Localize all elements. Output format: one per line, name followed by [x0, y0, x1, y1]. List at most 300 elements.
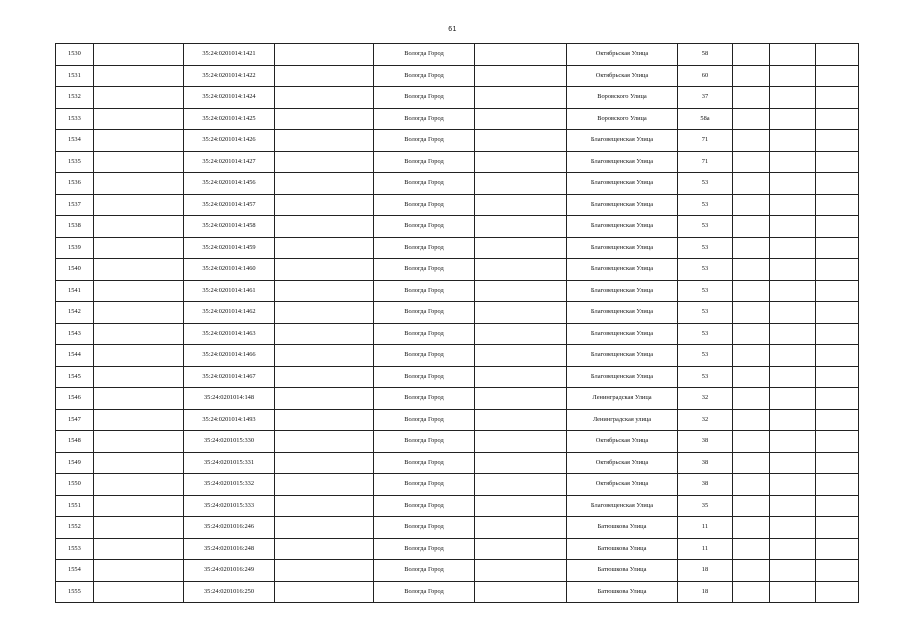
cadastral-number-cell: 35:24:0201014:1421	[184, 44, 275, 66]
house-number-cell: 60	[678, 65, 733, 87]
house-number-cell: 38	[678, 474, 733, 496]
table-row	[56, 108, 859, 130]
house-number-cell: 53	[678, 173, 733, 195]
col-4-cell	[275, 345, 374, 367]
col-11-cell	[816, 366, 859, 388]
cadastral-number-cell: 35:24:0201014:1427	[184, 151, 275, 173]
street-cell: Ленинградская улица	[567, 409, 678, 431]
col-2-cell	[94, 108, 184, 130]
row-number-cell: 1533	[56, 108, 94, 130]
house-number-cell: 37	[678, 87, 733, 109]
col-10-cell	[770, 538, 816, 560]
row-number-cell: 1547	[56, 409, 94, 431]
street-cell: Благовещенская Улица	[567, 302, 678, 324]
cadastral-number-cell: 35:24:0201015:330	[184, 431, 275, 453]
col-6-cell	[475, 431, 567, 453]
col-4-cell	[275, 538, 374, 560]
col-4-cell	[275, 151, 374, 173]
col-11-cell	[816, 452, 859, 474]
col-11-cell	[816, 108, 859, 130]
col-6-cell	[475, 237, 567, 259]
col-2-cell	[94, 302, 184, 324]
table-row	[56, 431, 859, 453]
street-cell: Благовещенская Улица	[567, 259, 678, 281]
col-10-cell	[770, 517, 816, 539]
table-row	[56, 173, 859, 195]
col-4-cell	[275, 237, 374, 259]
col-4-cell	[275, 87, 374, 109]
col-10-cell	[770, 216, 816, 238]
col-6-cell	[475, 65, 567, 87]
settlement-cell: Вологда Город	[374, 345, 475, 367]
row-number-cell: 1541	[56, 280, 94, 302]
col-9-cell	[733, 431, 770, 453]
row-number-cell: 1548	[56, 431, 94, 453]
house-number-cell: 58	[678, 44, 733, 66]
settlement-cell: Вологда Город	[374, 474, 475, 496]
col-9-cell	[733, 495, 770, 517]
col-9-cell	[733, 323, 770, 345]
row-number-cell: 1534	[56, 130, 94, 152]
street-cell: Ленинградская Улица	[567, 388, 678, 410]
col-4-cell	[275, 173, 374, 195]
house-number-cell: 53	[678, 194, 733, 216]
col-6-cell	[475, 517, 567, 539]
col-11-cell	[816, 65, 859, 87]
col-2-cell	[94, 474, 184, 496]
cadastral-number-cell: 35:24:0201014:1467	[184, 366, 275, 388]
col-4-cell	[275, 259, 374, 281]
house-number-cell: 53	[678, 216, 733, 238]
settlement-cell: Вологда Город	[374, 130, 475, 152]
col-11-cell	[816, 216, 859, 238]
col-2-cell	[94, 259, 184, 281]
col-11-cell	[816, 323, 859, 345]
col-10-cell	[770, 581, 816, 603]
col-4-cell	[275, 302, 374, 324]
col-6-cell	[475, 538, 567, 560]
table-row	[56, 366, 859, 388]
col-11-cell	[816, 237, 859, 259]
street-cell: Благовещенская Улица	[567, 366, 678, 388]
cadastral-number-cell: 35:24:0201014:1493	[184, 409, 275, 431]
table-row	[56, 130, 859, 152]
settlement-cell: Вологда Город	[374, 302, 475, 324]
col-11-cell	[816, 44, 859, 66]
col-9-cell	[733, 259, 770, 281]
col-2-cell	[94, 44, 184, 66]
col-9-cell	[733, 452, 770, 474]
house-number-cell: 53	[678, 280, 733, 302]
settlement-cell: Вологда Город	[374, 431, 475, 453]
cadastral-number-cell: 35:24:0201016:248	[184, 538, 275, 560]
house-number-cell: 11	[678, 538, 733, 560]
cadastral-number-cell: 35:24:0201015:331	[184, 452, 275, 474]
col-4-cell	[275, 474, 374, 496]
col-2-cell	[94, 237, 184, 259]
row-number-cell: 1549	[56, 452, 94, 474]
cadastral-number-cell: 35:24:0201015:332	[184, 474, 275, 496]
table-row	[56, 388, 859, 410]
col-6-cell	[475, 474, 567, 496]
settlement-cell: Вологда Город	[374, 87, 475, 109]
row-number-cell: 1537	[56, 194, 94, 216]
cadastral-number-cell: 35:24:0201014:1458	[184, 216, 275, 238]
table-row	[56, 65, 859, 87]
settlement-cell: Вологда Город	[374, 581, 475, 603]
col-9-cell	[733, 237, 770, 259]
house-number-cell: 53	[678, 345, 733, 367]
settlement-cell: Вологда Город	[374, 560, 475, 582]
col-10-cell	[770, 194, 816, 216]
col-10-cell	[770, 409, 816, 431]
row-number-cell: 1540	[56, 259, 94, 281]
col-6-cell	[475, 280, 567, 302]
settlement-cell: Вологда Город	[374, 517, 475, 539]
col-10-cell	[770, 345, 816, 367]
house-number-cell: 71	[678, 151, 733, 173]
col-11-cell	[816, 173, 859, 195]
row-number-cell: 1554	[56, 560, 94, 582]
table-row	[56, 194, 859, 216]
table-row	[56, 151, 859, 173]
col-2-cell	[94, 173, 184, 195]
street-cell: Батюшкова Улица	[567, 560, 678, 582]
col-2-cell	[94, 409, 184, 431]
col-10-cell	[770, 87, 816, 109]
col-2-cell	[94, 194, 184, 216]
col-11-cell	[816, 87, 859, 109]
col-10-cell	[770, 280, 816, 302]
table-row	[56, 409, 859, 431]
col-11-cell	[816, 560, 859, 582]
col-4-cell	[275, 130, 374, 152]
col-11-cell	[816, 495, 859, 517]
col-6-cell	[475, 560, 567, 582]
street-cell: Батюшкова Улица	[567, 581, 678, 603]
col-4-cell	[275, 280, 374, 302]
col-6-cell	[475, 452, 567, 474]
col-4-cell	[275, 388, 374, 410]
col-4-cell	[275, 216, 374, 238]
col-9-cell	[733, 581, 770, 603]
col-10-cell	[770, 323, 816, 345]
col-9-cell	[733, 44, 770, 66]
house-number-cell: 53	[678, 302, 733, 324]
row-number-cell: 1536	[56, 173, 94, 195]
row-number-cell: 1555	[56, 581, 94, 603]
table-row	[56, 345, 859, 367]
row-number-cell: 1544	[56, 345, 94, 367]
cadastral-number-cell: 35:24:0201014:1456	[184, 173, 275, 195]
col-6-cell	[475, 108, 567, 130]
house-number-cell: 32	[678, 409, 733, 431]
house-number-cell: 58а	[678, 108, 733, 130]
row-number-cell: 1542	[56, 302, 94, 324]
street-cell: Благовещенская Улица	[567, 173, 678, 195]
row-number-cell: 1545	[56, 366, 94, 388]
house-number-cell: 71	[678, 130, 733, 152]
col-11-cell	[816, 538, 859, 560]
col-2-cell	[94, 345, 184, 367]
col-2-cell	[94, 452, 184, 474]
col-9-cell	[733, 517, 770, 539]
settlement-cell: Вологда Город	[374, 259, 475, 281]
col-2-cell	[94, 323, 184, 345]
street-cell: Благовещенская Улица	[567, 194, 678, 216]
col-10-cell	[770, 130, 816, 152]
col-4-cell	[275, 431, 374, 453]
row-number-cell: 1553	[56, 538, 94, 560]
street-cell: Октябрьская Улица	[567, 65, 678, 87]
col-6-cell	[475, 366, 567, 388]
settlement-cell: Вологда Город	[374, 108, 475, 130]
street-cell: Батюшкова Улица	[567, 538, 678, 560]
street-cell: Благовещенская Улица	[567, 130, 678, 152]
street-cell: Октябрьская Улица	[567, 431, 678, 453]
col-4-cell	[275, 366, 374, 388]
street-cell: Октябрьская Улица	[567, 474, 678, 496]
row-number-cell: 1532	[56, 87, 94, 109]
settlement-cell: Вологда Город	[374, 194, 475, 216]
col-4-cell	[275, 44, 374, 66]
house-number-cell: 18	[678, 560, 733, 582]
street-cell: Воровского Улица	[567, 87, 678, 109]
cadastral-number-cell: 35:24:0201016:250	[184, 581, 275, 603]
cadastral-number-cell: 35:24:0201014:1422	[184, 65, 275, 87]
street-cell: Благовещенская Улица	[567, 345, 678, 367]
col-2-cell	[94, 65, 184, 87]
settlement-cell: Вологда Город	[374, 280, 475, 302]
settlement-cell: Вологда Город	[374, 216, 475, 238]
col-10-cell	[770, 560, 816, 582]
row-number-cell: 1546	[56, 388, 94, 410]
cadastral-number-cell: 35:24:0201016:246	[184, 517, 275, 539]
col-10-cell	[770, 431, 816, 453]
table-row	[56, 517, 859, 539]
col-4-cell	[275, 560, 374, 582]
house-number-cell: 53	[678, 237, 733, 259]
row-number-cell: 1539	[56, 237, 94, 259]
col-4-cell	[275, 452, 374, 474]
col-2-cell	[94, 431, 184, 453]
registry-table	[55, 43, 859, 603]
col-4-cell	[275, 581, 374, 603]
house-number-cell: 32	[678, 388, 733, 410]
row-number-cell: 1531	[56, 65, 94, 87]
settlement-cell: Вологда Город	[374, 388, 475, 410]
col-11-cell	[816, 581, 859, 603]
street-cell: Воровского Улица	[567, 108, 678, 130]
cadastral-number-cell: 35:24:0201014:1424	[184, 87, 275, 109]
page-number: 61	[448, 26, 457, 33]
col-10-cell	[770, 108, 816, 130]
col-2-cell	[94, 538, 184, 560]
table-row	[56, 44, 859, 66]
col-11-cell	[816, 388, 859, 410]
col-9-cell	[733, 87, 770, 109]
street-cell: Октябрьская Улица	[567, 44, 678, 66]
settlement-cell: Вологда Город	[374, 495, 475, 517]
col-2-cell	[94, 87, 184, 109]
col-10-cell	[770, 151, 816, 173]
col-2-cell	[94, 388, 184, 410]
registry-table-body	[56, 44, 859, 603]
col-9-cell	[733, 130, 770, 152]
col-6-cell	[475, 388, 567, 410]
col-9-cell	[733, 194, 770, 216]
col-4-cell	[275, 194, 374, 216]
cadastral-number-cell: 35:24:0201014:1425	[184, 108, 275, 130]
row-number-cell: 1551	[56, 495, 94, 517]
col-11-cell	[816, 431, 859, 453]
col-9-cell	[733, 409, 770, 431]
settlement-cell: Вологда Город	[374, 452, 475, 474]
cadastral-number-cell: 35:24:0201016:249	[184, 560, 275, 582]
cadastral-number-cell: 35:24:0201015:333	[184, 495, 275, 517]
street-cell: Благовещенская Улица	[567, 151, 678, 173]
col-9-cell	[733, 216, 770, 238]
col-2-cell	[94, 366, 184, 388]
row-number-cell: 1550	[56, 474, 94, 496]
col-6-cell	[475, 323, 567, 345]
settlement-cell: Вологда Город	[374, 65, 475, 87]
col-6-cell	[475, 173, 567, 195]
col-11-cell	[816, 345, 859, 367]
table-row	[56, 474, 859, 496]
street-cell: Благовещенская Улица	[567, 216, 678, 238]
col-2-cell	[94, 517, 184, 539]
col-9-cell	[733, 151, 770, 173]
house-number-cell: 11	[678, 517, 733, 539]
col-2-cell	[94, 495, 184, 517]
table-row	[56, 452, 859, 474]
col-2-cell	[94, 216, 184, 238]
col-10-cell	[770, 302, 816, 324]
col-2-cell	[94, 581, 184, 603]
col-11-cell	[816, 194, 859, 216]
table-row	[56, 216, 859, 238]
col-9-cell	[733, 108, 770, 130]
settlement-cell: Вологда Город	[374, 323, 475, 345]
col-9-cell	[733, 280, 770, 302]
settlement-cell: Вологда Город	[374, 237, 475, 259]
col-6-cell	[475, 302, 567, 324]
house-number-cell: 53	[678, 259, 733, 281]
col-11-cell	[816, 280, 859, 302]
row-number-cell: 1552	[56, 517, 94, 539]
col-9-cell	[733, 345, 770, 367]
col-2-cell	[94, 130, 184, 152]
col-10-cell	[770, 366, 816, 388]
col-2-cell	[94, 280, 184, 302]
table-row	[56, 237, 859, 259]
col-6-cell	[475, 409, 567, 431]
settlement-cell: Вологда Город	[374, 44, 475, 66]
house-number-cell: 38	[678, 431, 733, 453]
table-row	[56, 302, 859, 324]
col-6-cell	[475, 151, 567, 173]
street-cell: Благовещенская Улица	[567, 323, 678, 345]
col-9-cell	[733, 65, 770, 87]
house-number-cell: 53	[678, 366, 733, 388]
table-row	[56, 495, 859, 517]
col-9-cell	[733, 388, 770, 410]
col-4-cell	[275, 323, 374, 345]
street-cell: Благовещенская Улица	[567, 495, 678, 517]
street-cell: Благовещенская Улица	[567, 280, 678, 302]
row-number-cell: 1538	[56, 216, 94, 238]
cadastral-number-cell: 35:24:0201014:1459	[184, 237, 275, 259]
settlement-cell: Вологда Город	[374, 151, 475, 173]
col-11-cell	[816, 409, 859, 431]
col-10-cell	[770, 65, 816, 87]
settlement-cell: Вологда Город	[374, 366, 475, 388]
col-6-cell	[475, 87, 567, 109]
house-number-cell: 18	[678, 581, 733, 603]
col-11-cell	[816, 302, 859, 324]
col-9-cell	[733, 173, 770, 195]
settlement-cell: Вологда Город	[374, 409, 475, 431]
house-number-cell: 35	[678, 495, 733, 517]
col-10-cell	[770, 388, 816, 410]
col-6-cell	[475, 44, 567, 66]
col-11-cell	[816, 517, 859, 539]
col-2-cell	[94, 151, 184, 173]
col-6-cell	[475, 495, 567, 517]
cadastral-number-cell: 35:24:0201014:148	[184, 388, 275, 410]
col-4-cell	[275, 65, 374, 87]
table-row	[56, 259, 859, 281]
cadastral-number-cell: 35:24:0201014:1457	[184, 194, 275, 216]
house-number-cell: 53	[678, 323, 733, 345]
col-11-cell	[816, 474, 859, 496]
col-10-cell	[770, 44, 816, 66]
col-2-cell	[94, 560, 184, 582]
col-11-cell	[816, 151, 859, 173]
col-10-cell	[770, 237, 816, 259]
cadastral-number-cell: 35:24:0201014:1461	[184, 280, 275, 302]
col-10-cell	[770, 495, 816, 517]
col-10-cell	[770, 474, 816, 496]
col-9-cell	[733, 538, 770, 560]
table-row	[56, 560, 859, 582]
cadastral-number-cell: 35:24:0201014:1460	[184, 259, 275, 281]
house-number-cell: 38	[678, 452, 733, 474]
street-cell: Батюшкова Улица	[567, 517, 678, 539]
col-9-cell	[733, 474, 770, 496]
col-6-cell	[475, 581, 567, 603]
row-number-cell: 1543	[56, 323, 94, 345]
col-10-cell	[770, 173, 816, 195]
table-row	[56, 581, 859, 603]
col-4-cell	[275, 495, 374, 517]
row-number-cell: 1535	[56, 151, 94, 173]
settlement-cell: Вологда Город	[374, 538, 475, 560]
col-9-cell	[733, 302, 770, 324]
cadastral-number-cell: 35:24:0201014:1463	[184, 323, 275, 345]
col-6-cell	[475, 194, 567, 216]
table-row	[56, 87, 859, 109]
col-10-cell	[770, 452, 816, 474]
cadastral-number-cell: 35:24:0201014:1466	[184, 345, 275, 367]
col-11-cell	[816, 130, 859, 152]
street-cell: Благовещенская Улица	[567, 237, 678, 259]
col-4-cell	[275, 108, 374, 130]
row-number-cell: 1530	[56, 44, 94, 66]
col-4-cell	[275, 517, 374, 539]
table-row	[56, 538, 859, 560]
